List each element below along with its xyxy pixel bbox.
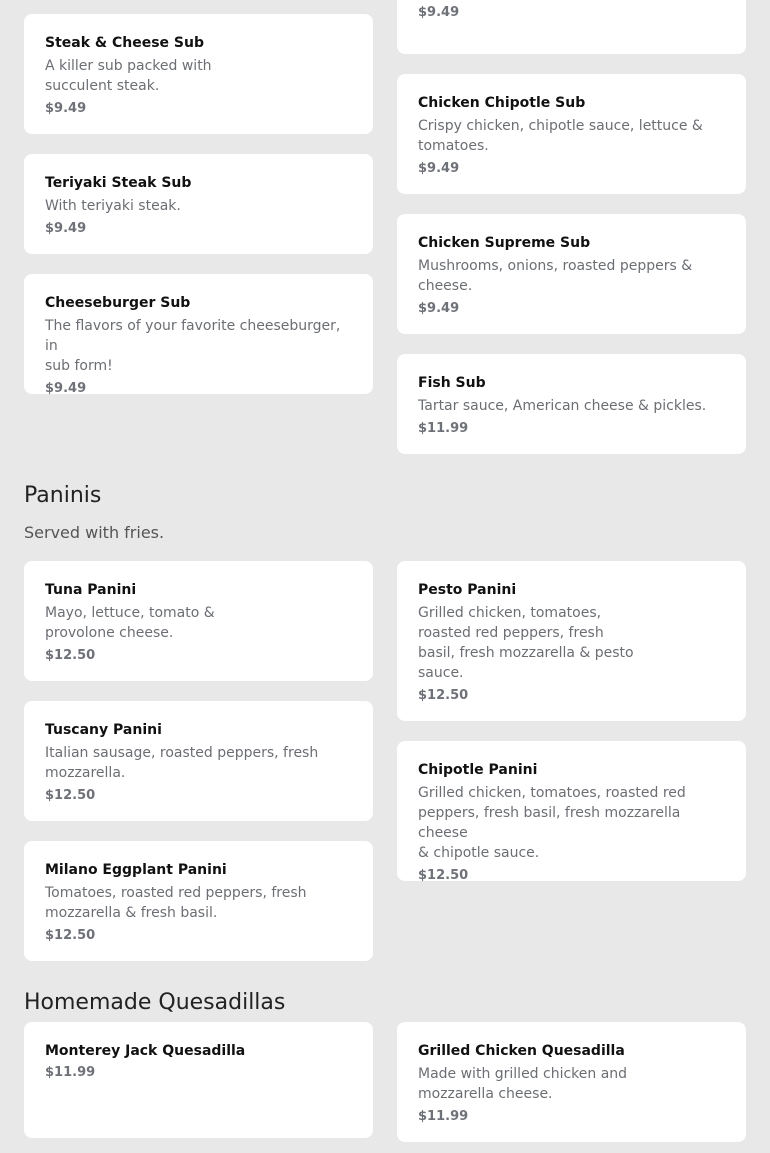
section-subtitle: Served with fries. [24,523,165,542]
item-price: $9.49 [45,381,87,396]
item-name: Steak & Cheese Sub [45,35,204,51]
item-name: Teriyaki Steak Sub [45,175,192,191]
item-description: Grilled chicken, tomatoes, roasted red peppers, fresh basil, fresh mozzarella cheese & chipotle sauce. [418,785,686,861]
menu-item-card[interactable] [397,74,746,194]
menu-item-card[interactable] [24,14,373,134]
item-price: $9.49 [418,161,460,176]
item-description: Mayo, lettuce, tomato & provolone cheese. [45,605,215,641]
item-name: Pesto Panini [418,582,517,598]
menu-item-card[interactable] [24,1022,373,1138]
item-price: $11.99 [418,421,469,436]
item-price: $9.49 [45,221,87,236]
item-description: Italian sausage, roasted peppers, fresh mozzarella. [45,745,319,781]
item-description: Grilled chicken, tomatoes, roasted red peppers, fresh basil, fresh mozzarella & pesto sauce. [418,605,634,681]
item-name: Grilled Chicken Quesadilla [418,1043,625,1059]
menu-item-card[interactable] [24,841,373,961]
item-price: $9.49 [418,301,460,316]
menu-item-card[interactable] [24,701,373,821]
item-name: Monterey Jack Quesadilla [45,1043,246,1059]
item-price: $9.49 [418,5,460,20]
item-price: $12.50 [418,688,469,703]
menu-item-card[interactable] [24,154,373,254]
item-price: $11.99 [45,1065,96,1080]
item-description: Tomatoes, roasted red peppers, fresh mozzarella & fresh basil. [45,885,307,921]
item-name: Chicken Chipotle Sub [418,95,586,111]
menu-item-card[interactable] [397,0,746,54]
item-price: $11.99 [418,1109,469,1124]
item-name: Chipotle Panini [418,762,538,778]
item-description: The flavors of your favorite cheeseburger, in sub form! [45,318,341,374]
item-description: Mushrooms, onions, roasted peppers & cheese. [418,258,693,294]
item-price: $9.49 [45,101,87,116]
menu-item-card[interactable] [24,561,373,681]
item-description: Tartar sauce, American cheese & pickles. [418,398,707,414]
item-price: $12.50 [45,648,96,663]
item-price: $12.50 [45,928,96,943]
item-description: Crispy chicken, chipotle sauce, lettuce & tomatoes. [418,118,703,154]
item-name: Milano Eggplant Panini [45,862,227,878]
menu-item-card[interactable] [397,214,746,334]
section-title: Homemade Quesadillas [24,990,286,1015]
item-description: Made with grilled chicken and mozzarella cheese. [418,1066,628,1102]
item-price: $12.50 [418,868,469,883]
section-title: Paninis [24,483,102,508]
item-description: With teriyaki steak. [45,198,181,214]
menu-item-card[interactable] [397,561,746,721]
menu-item-card[interactable] [397,354,746,454]
item-description: A killer sub packed with succulent steak. [45,58,212,94]
item-name: Tuna Panini [45,582,137,598]
menu-item-card[interactable] [397,1022,746,1142]
item-name: Fish Sub [418,375,486,391]
menu-item-card[interactable] [397,741,746,881]
item-name: Tuscany Panini [45,722,162,738]
menu-item-card[interactable] [24,274,373,394]
item-name: Cheeseburger Sub [45,295,191,311]
item-name: Chicken Supreme Sub [418,235,591,251]
item-price: $12.50 [45,788,96,803]
